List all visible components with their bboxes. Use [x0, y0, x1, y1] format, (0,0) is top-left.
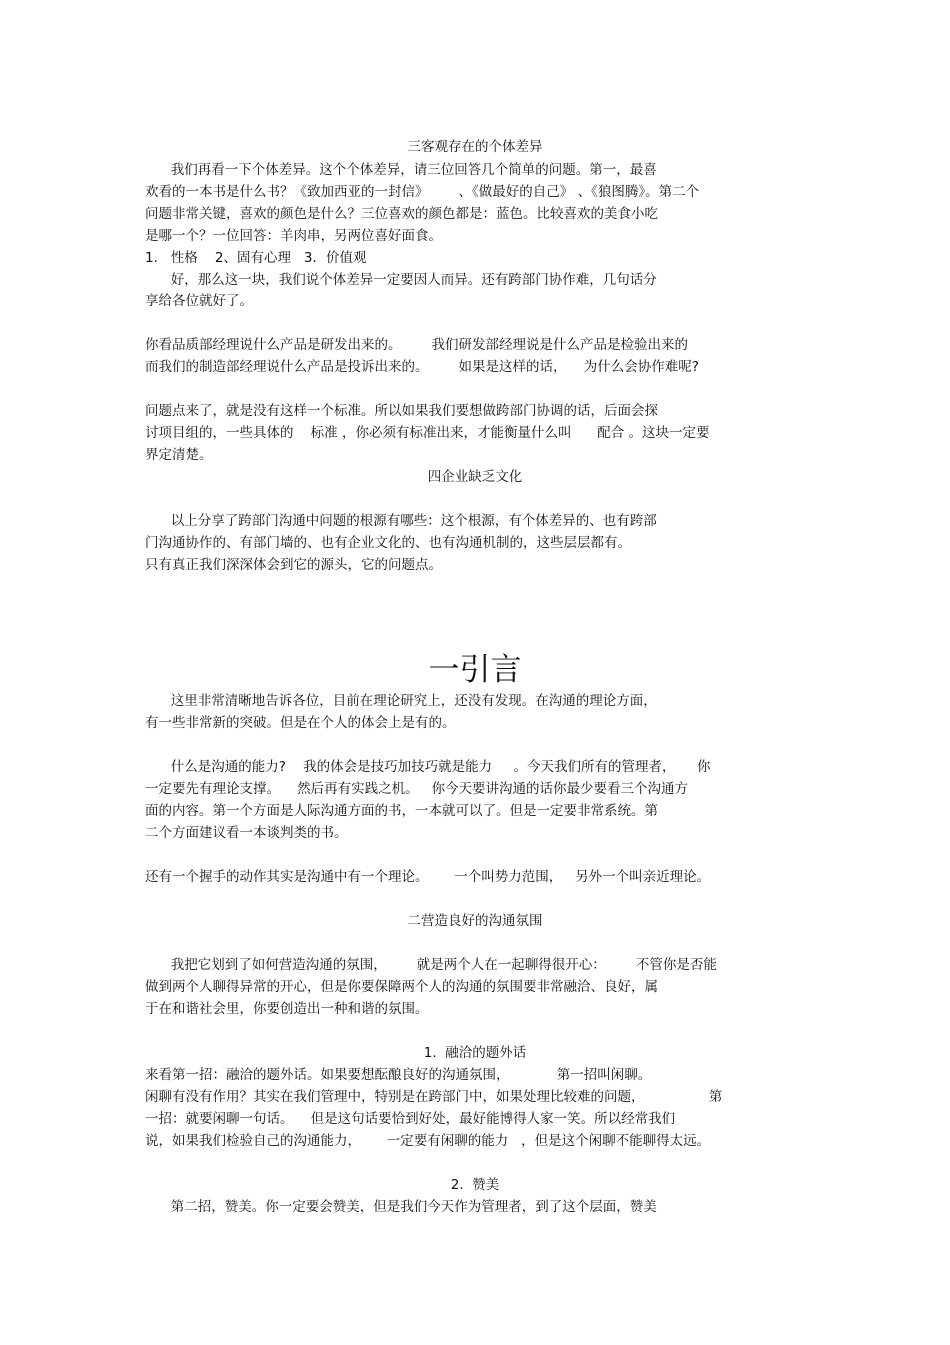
- paragraph-line: 一招：就要闲聊一句话。 但是这句话要恰到好处，最好能博得人家一笑。所以经常我们: [145, 1111, 676, 1127]
- paragraph-line: 门沟通协作的、有部门墙的、也有企业文化的、也有沟通机制的，这些层层都有。: [145, 535, 631, 551]
- paragraph-line: 我们再看一下个体差异。这个个体差异，请三位回答几个简单的问题。第一，最喜: [145, 162, 657, 178]
- paragraph-line: 而我们的制造部经理说什么产品是投诉出来的。 如果是这样的话， 为什么会协作难呢?: [145, 359, 699, 375]
- paragraph-line: 这里非常清晰地告诉各位，目前在理论研究上，还没有发现。在沟通的理论方面，: [145, 693, 657, 709]
- paragraph-line: 于在和谐社会里，你要创造出一种和谐的氛围。: [145, 1001, 429, 1017]
- paragraph-line: 二个方面建议看一本谈判类的书。: [145, 825, 348, 841]
- paragraph-line: 讨项目组的，一些具体的 标准 ，你必须有标准出来，才能衡量什么叫 配合 。这块一定要: [145, 425, 710, 441]
- paragraph-line: 你看品质部经理说什么产品是研发出来的。 我们研发部经理说是什么产品是检验出来的: [145, 337, 689, 353]
- paragraph-line: 问题点来了，就是没有这样一个标准。所以如果我们要想做跨部门协调的话，后面会探: [145, 403, 658, 419]
- subsection-heading-small-talk: 1. 融洽的题外话: [423, 1045, 527, 1061]
- paragraph-line: 什么是沟通的能力? 我的体会是技巧加技巧就是能力 。今天我们所有的管理者， 你: [145, 759, 711, 775]
- paragraph-line: 我把它划到了如何营造沟通的氛围， 就是两个人在一起聊得很开心： 不管你是否能: [145, 957, 717, 973]
- paragraph-line: 只有真正我们深深体会到它的源头，它的问题点。: [145, 557, 442, 573]
- paragraph-line: 好，那么这一块，我们说个体差异一定要因人而异。还有跨部门协作难，几句话分: [145, 272, 657, 288]
- paragraph-line: 来看第一招：融洽的题外话。如果要想酝酿良好的沟通氛围， 第一招叫闲聊。: [145, 1067, 652, 1083]
- paragraph-line: 还有一个握手的动作其实是沟通中有一个理论。 一个叫势力范围， 另外一个叫亲近理论。: [145, 869, 711, 885]
- section-heading-lack-of-culture: 四企业缺乏文化: [427, 469, 523, 485]
- paragraph-line: 欢看的一本书是什么书？《致加西亚的一封信》 、《做最好的自己》 、《狼图腾》。第二个: [145, 184, 700, 200]
- paragraph-line: 以上分享了跨部门沟通中问题的根源有哪些：这个根源，有个体差异的、也有跨部: [145, 513, 657, 529]
- paragraph-line: 有一些非常新的突破。但是在个人的体会上是有的。: [145, 715, 456, 731]
- paragraph-line: 界定清楚。: [145, 447, 213, 463]
- section-heading-individual-differences: 三客观存在的个体差异: [407, 139, 543, 155]
- subsection-heading-praise: 2. 赞美: [450, 1177, 500, 1193]
- chapter-title-introduction: 一引言: [428, 652, 522, 688]
- paragraph-line: 第二招，赞美。你一定要会赞美，但是我们今天作为管理者，到了这个层面，赞美: [145, 1199, 657, 1215]
- paragraph-line: 闲聊有没有作用？其实在我们管理中，特别是在跨部门中，如果处理比较难的问题， 第: [145, 1089, 723, 1105]
- paragraph-line: 说，如果我们检验自己的沟通能力， 一定要有闲聊的能力 ，但是这个闲聊不能聊得太远。: [145, 1133, 711, 1149]
- paragraph-line: 是哪一个？一位回答：羊肉串，另两位喜好面食。: [145, 228, 442, 244]
- paragraph-line: 面的内容。第一个方面是人际沟通方面的书，一本就可以了。但是一定要非常系统。第: [145, 803, 658, 819]
- numbered-list-line: 1. 性格 2、固有心理 3．价值观: [145, 250, 367, 266]
- paragraph-line: 做到两个人聊得异常的开心，但是你要保障两个人的沟通的氛围要非常融洽、良好，属: [145, 979, 658, 995]
- paragraph-line: 一定要先有理论支撑。 然后再有实践之机。 你今天要讲沟通的话你最少要看三个沟通方: [145, 781, 689, 797]
- section-heading-communication-atmosphere: 二营造良好的沟通氛围: [407, 913, 543, 929]
- paragraph-line: 享给各位就好了。: [145, 293, 253, 309]
- paragraph-line: 问题非常关键，喜欢的颜色是什么？三位喜欢的颜色都是：蓝色。比较喜欢的美食小吃: [145, 206, 658, 222]
